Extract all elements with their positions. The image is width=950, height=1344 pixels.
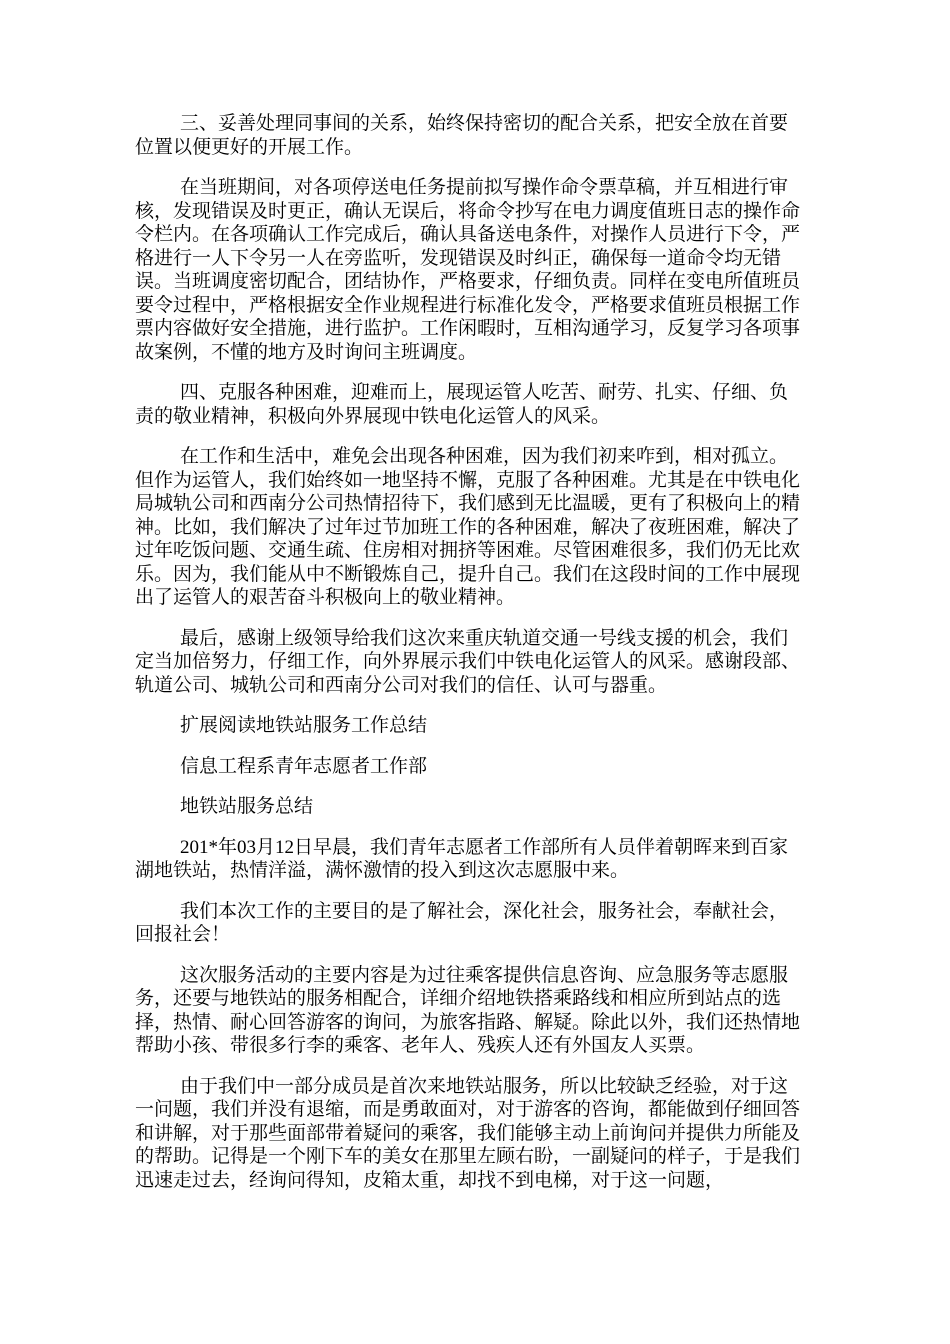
paragraph: 在当班期间，对各项停送电任务提前拟写操作命令票草稿，并互相进行审核，发现错误及时更正，确认无误后，将命令抄写在电力调度值班日志的操作命令栏内。在各项确认工作完成后，确认具备送电条件，对操作人员进行下令，严格进行一人下令另一人在旁监听，发现错误及时纠正，确保每一道命令均无错误。当班调度密切配合，团结协作，严格要求，仔细负责。同样在变电所值班员要令过程中，严格根据安全作业规程进行标准化发令，严格要求值班员根据工作票内容做好安全措施，进行监护。工作闲暇时，互相沟通学习，反复学习各项事故案例，不懂的地方及时询问主班调度。: [135, 177, 801, 363]
paragraph: 地铁站服务总结: [180, 796, 314, 817]
paragraph: 四、克服各种困难，迎难而上，展现运管人吃苦、耐劳、扎实、仔细、负责的敬业精神，积极向外界展现中铁电化运管人的风采。: [135, 382, 789, 427]
paragraph: 由于我们中一部分成员是首次来地铁站服务，所以比较缺乏经验，对于这一问题，我们并没有退缩，而是勇敢面对，对于游客的咨询，都能做到仔细回答和讲解，对于那些面部带着疑问的乘客，我们能够主动上前询问并提供力所能及的帮助。记得是一个刚下车的美女在那里左顾右盼，一副疑问的样子，于是我们迅速走过去，经询问得知，皮箱太重，却找不到电梯，对于这一问题，: [135, 1075, 801, 1191]
document-body: [135, 112, 805, 1192]
paragraph: 这次服务活动的主要内容是为过往乘客提供信息咨询、应急服务等志愿服务，还要与地铁站的服务相配合，详细介绍地铁搭乘路线和相应所到站点的选择，热情、耐心回答游客的询问，为旅客指路、解疑。除此以外，我们还热情地帮助小孩、带很多行李的乘客、老年人、残疾人还有外国友人买票。: [135, 964, 801, 1056]
paragraph: 最后，感谢上级领导给我们这次来重庆轨道交通一号线支援的机会，我们定当加倍努力，仔细工作，向外界展示我们中铁电化运管人的风采。感谢段部、轨道公司、城轨公司和西南分公司对我们的信任、认可与器重。: [135, 627, 801, 696]
paragraph: 我们本次工作的主要目的是了解社会，深化社会，服务社会，奉献社会，回报社会！: [135, 900, 789, 945]
paragraph: 三、妥善处理同事间的关系，始终保持密切的配合关系，把安全放在首要位置以便更好的开展工作。: [135, 113, 789, 158]
paragraph: 201*年03月12日早晨，我们青年志愿者工作部所有人员伴着朝晖来到百家湖地铁站，热情洋溢，满怀激情的投入到这次志愿服中来。: [135, 836, 789, 881]
paragraph: 在工作和生活中，难免会出现各种困难，因为我们初来咋到，相对孤立。但作为运管人，我们始终如一地坚持不懈，克服了各种困难。尤其是在中铁电化局城轨公司和西南分公司热情招待下，我们感到无比温暖，更有了积极向上的精神。比如，我们解决了过年过节加班工作的各种困难，解决了夜班困难，解决了过年吃饭问题、交通生疏、住房相对拥挤等困难。尽管困难很多，我们仍无比欢乐。因为，我们能从中不断锻炼自己，提升自己。我们在这段时间的工作中展现出了运管人的艰苦奋斗积极向上的敬业精神。: [135, 446, 801, 608]
paragraph: 扩展阅读地铁站服务工作总结: [180, 715, 428, 736]
paragraph: 信息工程系青年志愿者工作部: [180, 755, 428, 777]
